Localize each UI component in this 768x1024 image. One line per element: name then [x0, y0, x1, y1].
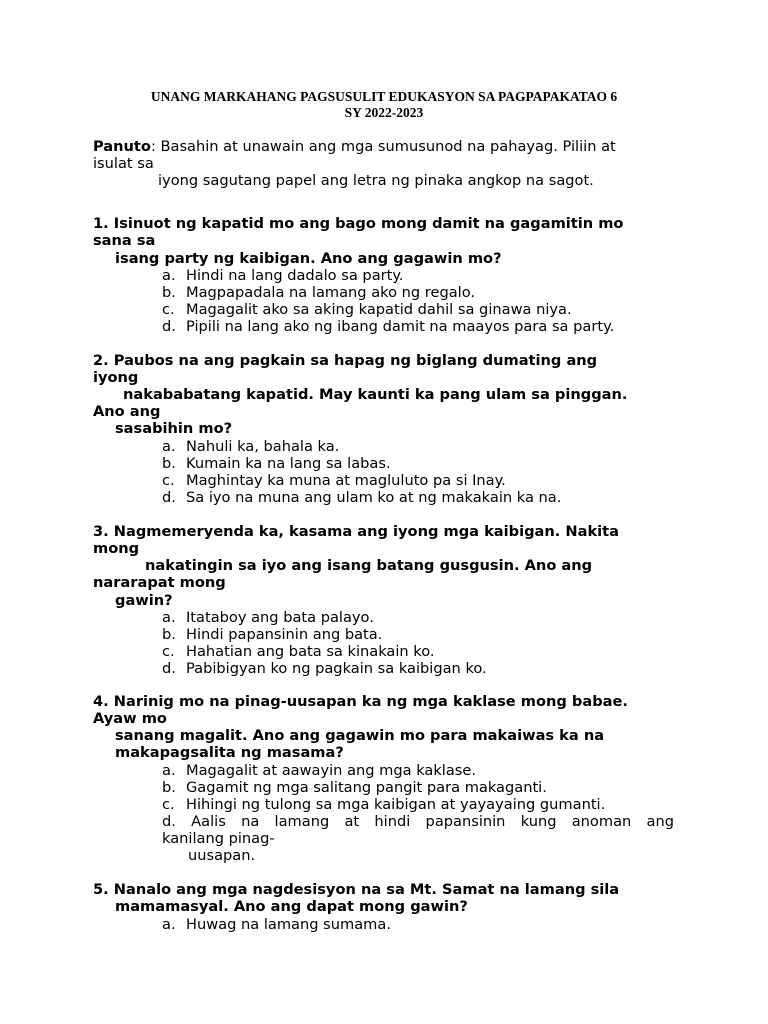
- instructions-text-3: iyong sagutang papel ang letra ng pinaka angkop na sagot.: [158, 172, 594, 189]
- choice-letter: a.: [162, 916, 176, 933]
- choice-letter: a.: [162, 609, 176, 626]
- question-5-line-2: mamamasyal. Ano ang dapat mong gawin?: [115, 898, 468, 915]
- instructions-line-1: [93, 138, 616, 155]
- choice-text: Sa iyo na muna ang ulam ko at ng makakain ka na.: [186, 489, 562, 506]
- question-3-line-2: mong: [93, 540, 140, 557]
- question-4-line-1: 4. Narinig mo na pinag-uusapan ka ng mga kaklase mong babae.: [93, 693, 628, 710]
- question-3-line-4: nararapat mong: [93, 574, 226, 591]
- instructions-text-2: isulat sa: [93, 155, 154, 172]
- choice-letter: d.: [162, 318, 176, 335]
- choice-text: Magagalit ako sa aking kapatid dahil sa ginawa niya.: [186, 301, 572, 318]
- choice-text: Huwag na lamang sumama.: [186, 916, 391, 933]
- choice-text: Itataboy ang bata palayo.: [186, 609, 374, 626]
- choice-letter: b.: [162, 284, 176, 301]
- choice-letter: d.: [162, 489, 176, 506]
- question-3-line-3: nakatingin sa iyo ang isang batang gusgusin. Ano ang: [145, 557, 593, 574]
- question-2-line-4: Ano ang: [93, 403, 161, 420]
- choice-d-line-2: kanilang pinag-: [162, 830, 275, 847]
- question-5-line-1: 5. Nanalo ang mga nagdesisyon na sa Mt. Samat na lamang sila: [93, 881, 620, 898]
- choice-text: Magagalit at aawayin ang mga kaklase.: [186, 762, 477, 779]
- choice-letter: b.: [162, 455, 176, 472]
- question-1-line-1: 1. Isinuot ng kapatid mo ang bago mong damit na gagamitin mo: [93, 215, 624, 232]
- question-1-line-2: sana sa: [93, 232, 156, 249]
- choice-letter: a.: [162, 762, 176, 779]
- choice-text: Pipili na lang ako ng ibang damit na maayos para sa party.: [186, 318, 615, 335]
- instructions-label: Panuto: [93, 138, 151, 155]
- question-4-line-3: sanang magalit. Ano ang gagawin mo para makaiwas ka na: [115, 727, 605, 744]
- choice-d-line-3: uusapan.: [188, 847, 256, 864]
- instructions-text-1: : Basahin at unawain ang mga sumusunod na pahayag. Piliin at: [150, 138, 616, 155]
- choice-text: Hahatian ang bata sa kinakain ko.: [186, 643, 435, 660]
- choice-letter: c.: [162, 472, 175, 489]
- choice-text: Maghintay ka muna at magluluto pa si Inay.: [186, 472, 506, 489]
- exam-title: UNANG MARKAHANG PAGSUSULIT EDUKASYON SA PAGPAPAKATAO 6: [150, 89, 618, 104]
- question-2-line-1: 2. Paubos na ang pagkain sa hapag ng biglang dumating ang: [93, 352, 598, 369]
- choice-text: Nahuli ka, bahala ka.: [186, 438, 340, 455]
- question-1-line-3: isang party ng kaibigan. Ano ang gagawin mo?: [115, 250, 502, 267]
- choice-text: Pabibigyan ko ng pagkain sa kaibigan ko.: [186, 660, 487, 677]
- choice-text: Hindi papansinin ang bata.: [186, 626, 383, 643]
- choice-letter: c.: [162, 796, 175, 813]
- choice-letter: c.: [162, 643, 175, 660]
- choice-text: Magpapadala na lamang ako ng regalo.: [186, 284, 476, 301]
- choice-text: Kumain ka na lang sa labas.: [186, 455, 391, 472]
- question-3-line-1: 3. Nagmemeryenda ka, kasama ang iyong mga kaibigan. Nakita: [93, 523, 619, 540]
- choice-letter: b.: [162, 626, 176, 643]
- choice-letter: b.: [162, 779, 176, 796]
- choice-text: Gagamit ng mga salitang pangit para makaganti.: [186, 779, 547, 796]
- question-2-line-3: nakababatang kapatid. May kaunti ka pang ulam sa pinggan.: [123, 386, 628, 403]
- choice-text: Hindi na lang dadalo sa party.: [186, 267, 404, 284]
- question-2-line-2: iyong: [93, 369, 139, 386]
- choice-letter: a.: [162, 438, 176, 455]
- choice-letter: a.: [162, 267, 176, 284]
- choice-text: Hihingi ng tulong sa mga kaibigan at yayayaing gumanti.: [186, 796, 606, 813]
- question-3-line-5: gawin?: [115, 592, 173, 609]
- choice-letter: c.: [162, 301, 175, 318]
- question-4-line-4: makapagsalita ng masama?: [115, 744, 344, 761]
- choice-d-line-1: d. Aalis na lamang at hindi papansinin kung anoman ang: [162, 813, 674, 830]
- school-year: SY 2022-2023: [344, 105, 424, 120]
- choice-letter: d.: [162, 660, 176, 677]
- question-4-line-2: Ayaw mo: [93, 710, 167, 727]
- question-2-line-5: sasabihin mo?: [115, 420, 233, 437]
